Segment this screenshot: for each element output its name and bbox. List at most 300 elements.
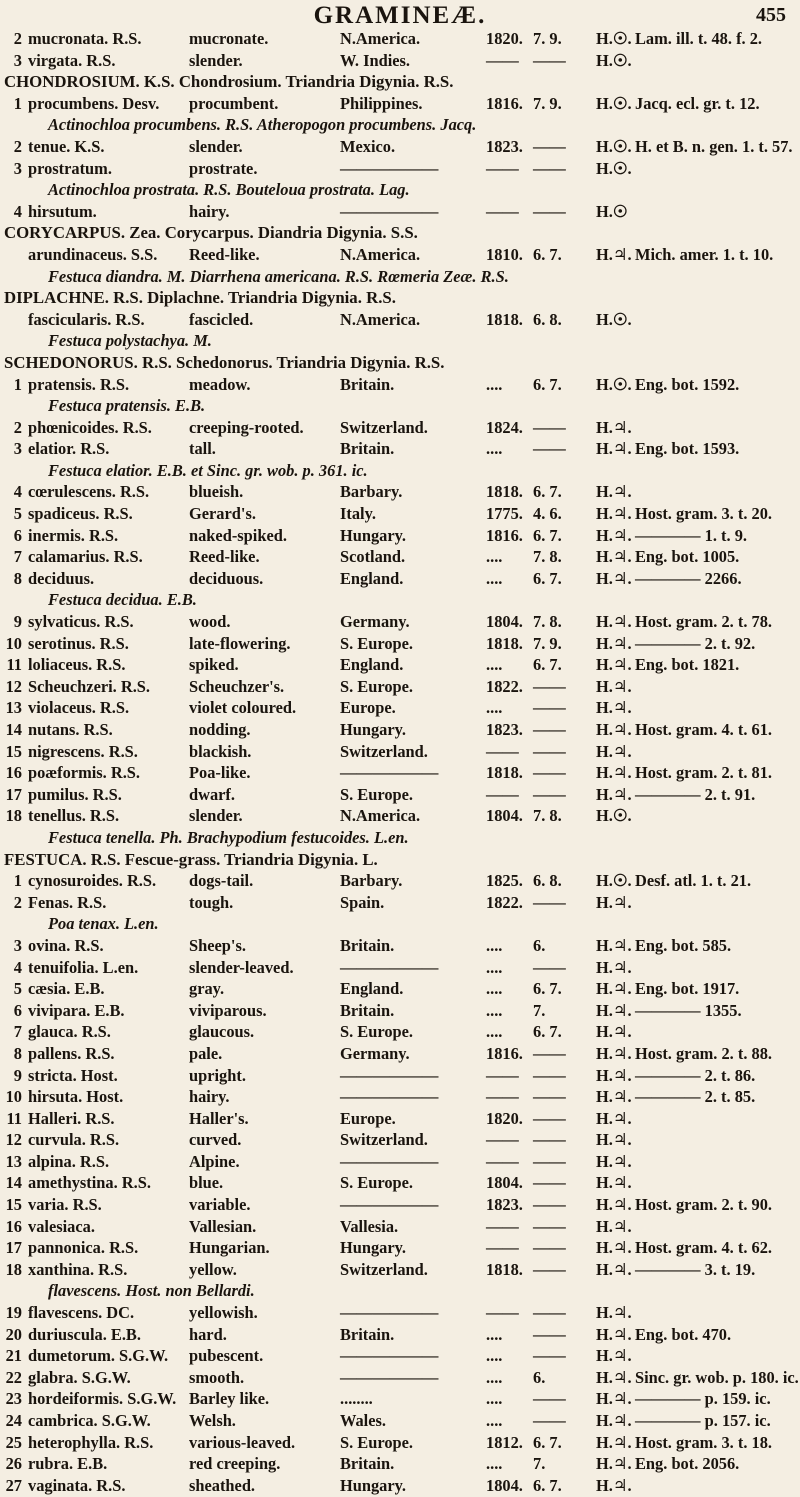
species-name: stricta. Host. xyxy=(28,1065,118,1085)
duration-code: H.☉. xyxy=(596,806,632,826)
english-name: fascicled. xyxy=(189,309,254,329)
native-country: Barbary. xyxy=(340,482,403,502)
duration-code: H.♃. xyxy=(596,1411,632,1430)
species-entry xyxy=(0,418,800,440)
synonym-line xyxy=(0,461,800,483)
entry-number: 1 xyxy=(13,374,22,394)
duration-code: H.☉. xyxy=(596,158,632,178)
species-name: procumbens. Desv. xyxy=(28,93,160,113)
flowering-months: —— xyxy=(533,720,566,739)
flowering-months: —— xyxy=(533,784,566,804)
species-name: pumilus. R.S. xyxy=(28,784,122,804)
flowering-months: —— xyxy=(533,417,566,437)
species-name: glauca. R.S. xyxy=(28,1022,111,1042)
introduction-date: 1804. xyxy=(486,612,523,632)
flowering-months: 7. xyxy=(533,1000,546,1020)
entry-number: 16 xyxy=(5,1216,22,1236)
species-name: heterophylla. R.S. xyxy=(28,1432,154,1452)
english-name: pubescent. xyxy=(189,1346,264,1366)
native-country: Wales. xyxy=(340,1411,386,1430)
synonym-text: Actinochloa procumbens. R.S. Atheropogon procumbens. Jacq. xyxy=(48,115,477,135)
duration-code: H.♃. xyxy=(596,633,632,653)
flowering-months: —— xyxy=(533,698,566,718)
english-name: mucronate. xyxy=(189,29,269,48)
species-name: pallens. R.S. xyxy=(28,1043,115,1063)
species-name: curvula. R.S. xyxy=(28,1130,120,1150)
species-entry xyxy=(0,871,800,893)
native-country: Germany. xyxy=(340,1043,410,1063)
english-name: Alpine. xyxy=(189,1151,240,1171)
flowering-months: 6. 7. xyxy=(533,374,562,394)
introduction-date: 1816. xyxy=(486,1043,523,1063)
figure-reference: Eng. bot. 1593. xyxy=(635,439,740,459)
english-name: slender. xyxy=(189,50,243,70)
species-name: calamarius. R.S. xyxy=(28,547,143,567)
species-entry xyxy=(0,245,800,267)
entry-number: 2 xyxy=(13,892,22,912)
native-country: —————— xyxy=(340,1367,439,1387)
duration-code: H.☉. xyxy=(596,93,632,113)
species-name: mucronata. R.S. xyxy=(28,29,142,48)
native-country: Switzerland. xyxy=(340,417,428,437)
duration-code: H.♃. xyxy=(596,784,632,804)
introduction-date: .... xyxy=(486,1367,503,1387)
flowering-months: 6. 7. xyxy=(533,1475,562,1495)
introduction-date: 1804. xyxy=(486,1475,523,1495)
english-name: nodding. xyxy=(189,720,251,739)
duration-code: H.♃. xyxy=(596,525,632,545)
species-entry xyxy=(0,698,800,720)
species-entry xyxy=(0,1411,800,1433)
species-entry xyxy=(0,1066,800,1088)
duration-code: H.♃. xyxy=(596,935,632,955)
english-name: smooth. xyxy=(189,1367,245,1387)
introduction-date: 1804. xyxy=(486,1173,523,1193)
english-name: slender. xyxy=(189,806,243,826)
native-country: England. xyxy=(340,655,404,675)
species-name: violaceus. R.S. xyxy=(28,698,130,718)
native-country: —————— xyxy=(340,201,439,221)
synonym-text: Festuca decidua. E.B. xyxy=(48,590,197,610)
species-name: tenue. K.S. xyxy=(28,136,105,156)
introduction-date: .... xyxy=(486,957,503,977)
flowering-months: 6. 7. xyxy=(533,244,562,264)
native-country: Europe. xyxy=(340,1108,396,1128)
synonym-text: Poa tenax. L.en. xyxy=(48,914,159,934)
entry-number: 26 xyxy=(5,1454,22,1474)
flowering-months: —— xyxy=(533,50,566,70)
flowering-months: 6. 7. xyxy=(533,568,562,588)
figure-reference: Mich. amer. 1. t. 10. xyxy=(635,244,774,264)
entry-number: 6 xyxy=(13,525,22,545)
flowering-months: 6. 7. xyxy=(533,979,562,999)
english-name: Welsh. xyxy=(189,1411,236,1430)
native-country: Hungary. xyxy=(340,1238,407,1258)
figure-reference: Eng. bot. 1592. xyxy=(635,374,740,394)
introduction-date: 1825. xyxy=(486,871,523,891)
duration-code: H.♃. xyxy=(596,1367,632,1387)
native-country: W. Indies. xyxy=(340,50,410,70)
genus-heading-text: FESTUCA. R.S. Fescue-grass. Triandria Digynia. L. xyxy=(4,849,378,869)
entry-number: 4 xyxy=(13,201,22,221)
species-name: elatior. R.S. xyxy=(28,439,110,459)
native-country: Britain. xyxy=(340,935,395,955)
entry-number: 7 xyxy=(13,547,22,567)
species-entry xyxy=(0,958,800,980)
flowering-months: 6. 7. xyxy=(533,482,562,502)
entry-number: 22 xyxy=(5,1367,22,1387)
native-country: Switzerland. xyxy=(340,741,428,761)
entry-number: 11 xyxy=(6,1108,22,1128)
flowering-months: 7. 9. xyxy=(533,633,562,653)
english-name: blueish. xyxy=(189,482,244,502)
species-name: amethystina. R.S. xyxy=(28,1173,151,1193)
species-name: hirsuta. Host. xyxy=(28,1087,124,1107)
flowering-months: 7. 9. xyxy=(533,93,562,113)
duration-code: H.♃. xyxy=(596,979,632,999)
introduction-date: .... xyxy=(486,547,503,567)
introduction-date: 1775. xyxy=(486,504,523,524)
flowering-months: —— xyxy=(533,763,566,783)
flowering-months: —— xyxy=(533,676,566,696)
introduction-date: .... xyxy=(486,1454,503,1474)
entry-number: 10 xyxy=(5,1087,22,1107)
duration-code: H.♃. xyxy=(596,417,632,437)
english-name: tall. xyxy=(189,439,216,459)
english-name: prostrate. xyxy=(189,158,258,178)
introduction-date: 1823. xyxy=(486,720,523,739)
introduction-date: 1822. xyxy=(486,892,523,912)
genus-heading xyxy=(0,72,800,94)
entry-number: 1 xyxy=(13,871,22,891)
english-name: yellow. xyxy=(189,1259,237,1279)
introduction-date: .... xyxy=(486,1324,503,1344)
entry-number: 14 xyxy=(5,720,22,739)
synonym-line xyxy=(0,267,800,289)
flowering-months: —— xyxy=(533,957,566,977)
english-name: hairy. xyxy=(189,1087,230,1107)
synonym-text: Festuca diandra. M. Diarrhena americana. R.S. Rœmeria Zeæ. R.S. xyxy=(48,266,509,286)
species-entry xyxy=(0,1368,800,1390)
duration-code: H.♃. xyxy=(596,1087,632,1107)
english-name: naked-spiked. xyxy=(189,525,287,545)
native-country: Britain. xyxy=(340,1454,395,1474)
genus-heading-text: CHONDROSIUM. K.S. Chondrosium. Triandria Digynia. R.S. xyxy=(4,72,454,92)
introduction-date: —— xyxy=(486,1151,519,1171)
species-name: phœnicoides. R.S. xyxy=(28,417,152,437)
species-name: xanthina. R.S. xyxy=(28,1259,128,1279)
native-country: Philippines. xyxy=(340,93,423,113)
species-name: prostratum. xyxy=(28,158,112,178)
species-name: valesiaca. xyxy=(28,1216,95,1236)
english-name: procumbent. xyxy=(189,93,279,113)
entry-number: 2 xyxy=(13,417,22,437)
native-country: —————— xyxy=(340,1346,439,1366)
duration-code: H.♃. xyxy=(596,244,632,264)
species-entry xyxy=(0,94,800,116)
duration-code: H.♃. xyxy=(596,1259,632,1279)
entry-number: 3 xyxy=(13,158,22,178)
duration-code: H.♃. xyxy=(596,676,632,696)
figure-reference: H. et B. n. gen. 1. t. 57. xyxy=(635,136,793,156)
introduction-date: 1804. xyxy=(486,806,523,826)
entry-number: 25 xyxy=(5,1432,22,1452)
synonym-text: Festuca elatior. E.B. et Sinc. gr. wob. p. 361. ic. xyxy=(48,460,368,480)
species-entry xyxy=(0,1303,800,1325)
flowering-months: 7. 8. xyxy=(533,547,562,567)
duration-code: H.♃. xyxy=(596,612,632,632)
entry-number: 14 xyxy=(5,1173,22,1193)
entry-number: 13 xyxy=(5,698,22,718)
figure-reference: ———— 2. t. 86. xyxy=(635,1065,756,1085)
flowering-months: —— xyxy=(533,136,566,156)
figure-reference: Host. gram. 4. t. 62. xyxy=(635,1238,773,1258)
genus-heading xyxy=(0,288,800,310)
species-name: cynosuroides. R.S. xyxy=(28,871,157,891)
duration-code: H.☉ xyxy=(596,201,628,221)
figure-reference: Host. gram. 4. t. 61. xyxy=(635,720,773,739)
species-entry xyxy=(0,1217,800,1239)
species-name: arundinaceus. S.S. xyxy=(28,244,158,264)
duration-code: H.♃. xyxy=(596,1475,632,1495)
flowering-months: 6. xyxy=(533,1367,546,1387)
species-name: flavescens. DC. xyxy=(28,1303,135,1323)
species-entry xyxy=(0,677,800,699)
entry-number: 27 xyxy=(5,1475,22,1495)
introduction-date: —— xyxy=(486,158,519,178)
native-country: Hungary. xyxy=(340,720,407,739)
english-name: Scheuchzer's. xyxy=(189,676,285,696)
species-name: Halleri. R.S. xyxy=(28,1108,115,1128)
english-name: glaucous. xyxy=(189,1022,255,1042)
introduction-date: 1820. xyxy=(486,1108,523,1128)
flowering-months: 7. 9. xyxy=(533,29,562,48)
synonym-line xyxy=(0,914,800,936)
native-country: N.America. xyxy=(340,309,421,329)
entry-number: 2 xyxy=(13,136,22,156)
species-entry xyxy=(0,569,800,591)
species-name: Scheuchzeri. R.S. xyxy=(28,676,151,696)
native-country: —————— xyxy=(340,1065,439,1085)
english-name: meadow. xyxy=(189,374,251,394)
flowering-months: 7. 8. xyxy=(533,612,562,632)
flowering-months: 6. 8. xyxy=(533,309,562,329)
english-name: curved. xyxy=(189,1130,242,1150)
flowering-months: 6. xyxy=(533,935,546,955)
introduction-date: —— xyxy=(486,201,519,221)
entry-number: 15 xyxy=(5,741,22,761)
flowering-months: —— xyxy=(533,1151,566,1171)
flowering-months: —— xyxy=(533,1173,566,1193)
duration-code: H.♃. xyxy=(596,1043,632,1063)
duration-code: H.♃. xyxy=(596,482,632,502)
native-country: Mexico. xyxy=(340,136,396,156)
native-country: Switzerland. xyxy=(340,1259,428,1279)
introduction-date: .... xyxy=(486,1389,503,1409)
flowering-months: —— xyxy=(533,201,566,221)
flowering-months: —— xyxy=(533,1303,566,1323)
introduction-date: .... xyxy=(486,935,503,955)
species-entry xyxy=(0,979,800,1001)
introduction-date: 1818. xyxy=(486,763,523,783)
species-entry xyxy=(0,720,800,742)
duration-code: H.♃. xyxy=(596,1432,632,1452)
species-entry xyxy=(0,1325,800,1347)
species-entry xyxy=(0,1130,800,1152)
synonym-line xyxy=(0,396,800,418)
entry-number: 1 xyxy=(13,93,22,113)
species-entry xyxy=(0,482,800,504)
english-name: Hungarian. xyxy=(189,1238,270,1258)
species-entry xyxy=(0,1087,800,1109)
entry-number: 10 xyxy=(5,633,22,653)
duration-code: H.♃. xyxy=(596,1303,632,1323)
flowering-months: —— xyxy=(533,1065,566,1085)
figure-reference: Eng. bot. 2056. xyxy=(635,1454,740,1474)
introduction-date: .... xyxy=(486,655,503,675)
introduction-date: 1820. xyxy=(486,29,523,48)
native-country: N.America. xyxy=(340,806,421,826)
entry-number: 12 xyxy=(5,676,22,696)
species-entry xyxy=(0,137,800,159)
introduction-date: .... xyxy=(486,698,503,718)
figure-reference: ———— 1355. xyxy=(635,1000,742,1020)
english-name: Reed-like. xyxy=(189,547,260,567)
duration-code: H.♃. xyxy=(596,1346,632,1366)
species-entry xyxy=(0,893,800,915)
figure-reference: Desf. atl. 1. t. 21. xyxy=(635,871,752,891)
english-name: gray. xyxy=(189,979,225,999)
native-country: N.America. xyxy=(340,29,421,48)
duration-code: H.♃. xyxy=(596,1454,632,1474)
species-name: virgata. R.S. xyxy=(28,50,116,70)
page-header xyxy=(0,2,800,28)
entry-number: 16 xyxy=(5,763,22,783)
genus-heading xyxy=(0,223,800,245)
species-entry xyxy=(0,1454,800,1476)
species-name: sylvaticus. R.S. xyxy=(28,612,134,632)
english-name: tough. xyxy=(189,892,234,912)
english-name: Haller's. xyxy=(189,1108,249,1128)
introduction-date: 1816. xyxy=(486,93,523,113)
introduction-date: —— xyxy=(486,1303,519,1323)
duration-code: H.♃. xyxy=(596,1173,632,1193)
species-name: rubra. E.B. xyxy=(28,1454,108,1474)
native-country: Switzerland. xyxy=(340,1130,428,1150)
english-name: hairy. xyxy=(189,201,230,221)
synonym-text: Actinochloa prostrata. R.S. Bouteloua prostrata. Lag. xyxy=(48,180,410,200)
native-country: S. Europe. xyxy=(340,1173,414,1193)
species-entry xyxy=(0,547,800,569)
english-name: Poa-like. xyxy=(189,763,251,783)
duration-code: H.♃. xyxy=(596,1000,632,1020)
duration-code: H.☉. xyxy=(596,871,632,891)
figure-reference: Eng. bot. 1917. xyxy=(635,979,740,999)
native-country: S. Europe. xyxy=(340,676,414,696)
flowering-months: 4. 6. xyxy=(533,504,562,524)
species-entry xyxy=(0,202,800,224)
flowering-months: —— xyxy=(533,1259,566,1279)
english-name: red creeping. xyxy=(189,1454,281,1474)
figure-reference: Eng. bot. 470. xyxy=(635,1324,732,1344)
species-name: hordeiformis. S.G.W. xyxy=(28,1389,177,1409)
introduction-date: .... xyxy=(486,439,503,459)
species-entry xyxy=(0,763,800,785)
duration-code: H.♃. xyxy=(596,1065,632,1085)
running-title: GRAMINEÆ. xyxy=(313,2,487,29)
synonym-line xyxy=(0,331,800,353)
entry-number: 15 xyxy=(5,1195,22,1215)
duration-code: H.♃. xyxy=(596,1195,632,1215)
entry-number: 19 xyxy=(5,1303,22,1323)
introduction-date: —— xyxy=(486,741,519,761)
flowering-months: —— xyxy=(533,1238,566,1258)
duration-code: H.♃. xyxy=(596,1216,632,1236)
species-name: serotinus. R.S. xyxy=(28,633,129,653)
species-entry xyxy=(0,159,800,181)
native-country: Scotland. xyxy=(340,547,406,567)
genus-heading xyxy=(0,850,800,872)
flowering-months: —— xyxy=(533,741,566,761)
species-name: pannonica. R.S. xyxy=(28,1238,139,1258)
flowering-months: —— xyxy=(533,1130,566,1150)
english-name: slender. xyxy=(189,136,243,156)
english-name: various-leaved. xyxy=(189,1432,296,1452)
duration-code: H.♃. xyxy=(596,741,632,761)
entry-number: 12 xyxy=(5,1130,22,1150)
duration-code: H.♃. xyxy=(596,763,632,783)
flowering-months: —— xyxy=(533,1087,566,1107)
english-name: slender-leaved. xyxy=(189,957,294,977)
flowering-months: 6. 7. xyxy=(533,655,562,675)
english-name: Sheep's. xyxy=(189,935,246,955)
native-country: —————— xyxy=(340,1087,439,1107)
native-country: —————— xyxy=(340,1303,439,1323)
figure-reference: Host. gram. 2. t. 78. xyxy=(635,612,773,632)
native-country: Spain. xyxy=(340,892,385,912)
species-name: spadiceus. R.S. xyxy=(28,504,133,524)
native-country: —————— xyxy=(340,1151,439,1171)
synonym-line xyxy=(0,1281,800,1303)
species-entry xyxy=(0,1476,800,1497)
species-entry xyxy=(0,806,800,828)
synonym-line xyxy=(0,180,800,202)
native-country: S. Europe. xyxy=(340,1432,414,1452)
duration-code: H.♃. xyxy=(596,1130,632,1150)
english-name: creeping-rooted. xyxy=(189,417,304,437)
figure-reference: Host. gram. 2. t. 88. xyxy=(635,1043,773,1063)
introduction-date: —— xyxy=(486,1130,519,1150)
species-name: cœrulescens. R.S. xyxy=(28,482,150,502)
english-name: Gerard's. xyxy=(189,504,256,524)
species-name: glabra. S.G.W. xyxy=(28,1367,131,1387)
figure-reference: Eng. bot. 1821. xyxy=(635,655,740,675)
introduction-date: .... xyxy=(486,568,503,588)
flowering-months: —— xyxy=(533,1195,566,1215)
species-entry xyxy=(0,51,800,73)
species-name: inermis. R.S. xyxy=(28,525,119,545)
species-entry xyxy=(0,634,800,656)
flowering-months: 6. 8. xyxy=(533,871,562,891)
catalogue-lines xyxy=(0,29,800,1497)
english-name: variable. xyxy=(189,1195,251,1215)
species-entry xyxy=(0,1173,800,1195)
figure-reference: Lam. ill. t. 48. f. 2. xyxy=(635,29,763,48)
flowering-months: —— xyxy=(533,158,566,178)
duration-code: H.☉. xyxy=(596,50,632,70)
english-name: dwarf. xyxy=(189,784,235,804)
species-name: fascicularis. R.S. xyxy=(28,309,145,329)
